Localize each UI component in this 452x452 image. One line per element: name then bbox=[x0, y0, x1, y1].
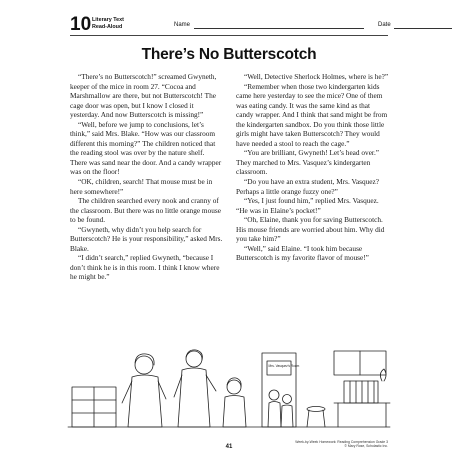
door-sign-text: Mrs. Vasquez's Room bbox=[268, 364, 300, 368]
credit-line bbox=[286, 440, 388, 448]
name-label: Name bbox=[174, 22, 191, 28]
paragraph: “Well, before we jump to conclusions, let’s think,” said Mrs. Blake. “How was our classroom different this morning?” The children noticed that the reading stool was over by the nature shelf. There was sand near the door. And a candy wrapper was on the floor! bbox=[70, 119, 222, 177]
paragraph: “Gwyneth, why didn’t you help search for Butterscotch? He is your responsibility,” asked Mrs. Blake. bbox=[70, 224, 223, 253]
date-label: Date bbox=[378, 22, 391, 28]
page-number: 41 bbox=[225, 444, 233, 450]
mouse-cage bbox=[344, 381, 378, 403]
paragraph: “Do you have an extra student, Mrs. Vasquez? Perhaps a little orange fuzzy one?” bbox=[236, 177, 380, 196]
paragraph: “Remember when those two kindergarten kids came here yesterday to see the mice? One of them was eating candy. It was the same kind as that candy wrapper. And I think that sand might be from the kindergarten sandbox. Do you think those little girls might have taken Butterscotch? They would have needed a stool to reach the cage.” bbox=[236, 81, 388, 148]
credit-line-2: © Mary Rose, Scholastic Inc. bbox=[344, 444, 388, 449]
paragraph: “Well,” said Elaine. “I took him because Butterscotch is my favorite flavor of mouse!” bbox=[236, 243, 369, 263]
credit-line-1: Week-by-Week Homework: Reading Comprehension Grade 3 bbox=[295, 440, 388, 444]
second-teacher-figure bbox=[174, 350, 216, 427]
paragraph: “Yes, I just found him,” replied Mrs. Vasquez. “He was in Elaine’s pocket!” bbox=[236, 196, 379, 215]
worksheet-header bbox=[70, 14, 406, 34]
story-column-right bbox=[236, 72, 389, 263]
subtitle-line-2: Read-Aloud bbox=[92, 23, 123, 30]
week-subtitle bbox=[92, 17, 124, 30]
date-field-line bbox=[394, 28, 452, 29]
paragraph: “Oh, Elaine, thank you for saving Butterscotch. His mouse friends are worried about him. Why did you take him?” bbox=[236, 215, 385, 244]
paragraph: “Well, Detective Sherlock Holmes, where is he?” bbox=[244, 72, 389, 81]
story-title: There’s No Butterscotch bbox=[141, 46, 317, 63]
paragraph: “I didn’t search,” replied Gwyneth, “because I don’t think he is in this room. I think I know where he might be.” bbox=[70, 253, 220, 282]
child-figure bbox=[223, 378, 246, 427]
header-rule bbox=[70, 35, 388, 36]
paragraph: “OK, children, search! That mouse must be in here somewhere!” bbox=[70, 177, 213, 196]
paragraph: “You are brilliant, Gwyneth! Let’s head over.” They marched to Mrs. Vasquez’s kindergarten classroom. bbox=[236, 148, 380, 177]
name-field-line bbox=[194, 28, 364, 29]
subtitle-line-1: Literary Text bbox=[92, 17, 124, 23]
stool bbox=[307, 407, 325, 428]
cage-table bbox=[334, 381, 390, 427]
paragraph: The children searched every nook and cranny of the classroom. But there was no little orange mouse to be found. bbox=[70, 196, 221, 225]
teacher-figure bbox=[122, 354, 166, 427]
week-number: 10 bbox=[70, 14, 92, 35]
classroom-illustration bbox=[66, 347, 392, 429]
story-column-left bbox=[70, 72, 223, 282]
paragraph: “There’s no Butterscotch!” screamed Gwyneth, keeper of the mice in room 27. “Cocoa and Marshmallow are there, but not Butterscotch! The cage door was open, but I know I closed it yesterday. And now Butterscotch is missing!” bbox=[70, 72, 217, 120]
